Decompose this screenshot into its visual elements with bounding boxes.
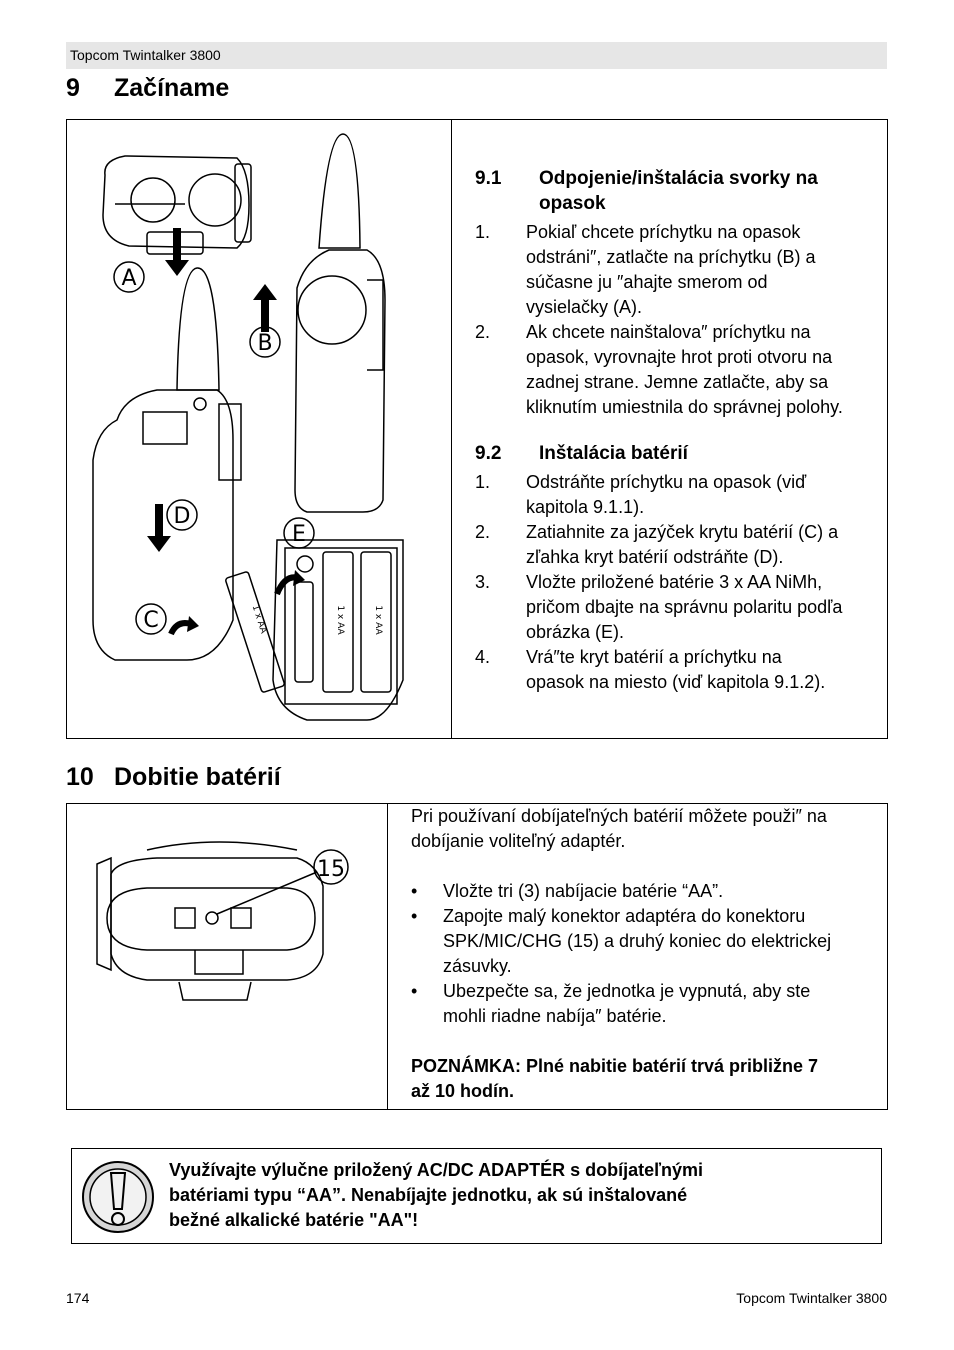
list-item — [475, 570, 885, 645]
text-line: Ubezpečte sa, že jednotka je vypnutá, aby ste — [443, 981, 811, 1001]
list-item — [475, 470, 885, 520]
running-header — [66, 42, 887, 69]
step-line: zadnej strane. Jemne zatlačte, aby sa — [526, 372, 829, 392]
label-d: D — [173, 504, 191, 529]
text-line: Zapojte malý konektor adaptéra do konektoru — [443, 906, 806, 926]
bullet-list — [411, 879, 883, 1029]
text-line: SPK/MIC/CHG (15) a druhý koniec do elektrickej — [443, 931, 832, 951]
step-line: odstráni″, zatlačte na príchytku (B) a — [526, 247, 816, 267]
step-line: obrázka (E). — [526, 622, 625, 642]
charger-connector-figure — [67, 804, 387, 1109]
battery-label: 1 x AA — [335, 605, 345, 635]
subsection-number: 9.2 — [475, 443, 502, 464]
label-a: A — [121, 266, 137, 291]
section-9-number: 9 — [66, 74, 80, 102]
intro-paragraph — [411, 804, 883, 854]
step-line: Ak chcete nainštalova″ príchytku na — [526, 322, 811, 342]
section-9-table — [66, 119, 888, 739]
text-line: mohli riadne nabíja″ batérie. — [443, 1006, 667, 1026]
label-15: 15 — [317, 857, 345, 882]
text-line: až 10 hodín. — [411, 1081, 515, 1101]
step-line: súčasne ju ″ahajte smerom od — [526, 272, 768, 292]
section-10-number: 10 — [66, 763, 94, 791]
battery-label: 1 x AA — [373, 605, 383, 635]
subsection-9-1-heading — [475, 166, 885, 216]
step-number: 1. — [475, 222, 491, 242]
list-item — [475, 220, 885, 320]
list-item — [411, 979, 883, 1029]
battery-label: 1 x AA — [249, 603, 269, 635]
step-line: Zatiahnite za jazýček krytu batérií (C) a — [526, 522, 839, 542]
step-line: kliknutím umiestnila do správnej polohy. — [526, 397, 843, 417]
subsection-number: 9.1 — [475, 168, 502, 189]
step-line: opasok, vyrovnajte hrot proti otvoru na — [526, 347, 833, 367]
section-9-title: Začíname — [114, 74, 230, 102]
step-number: 1. — [475, 472, 491, 492]
list-item — [475, 320, 885, 420]
label-e: E — [292, 522, 306, 547]
walkie-talkie-battery-figure — [67, 120, 451, 738]
step-line: pričom dbajte na správnu polaritu podľa — [526, 597, 843, 617]
step-line: Vložte priložené batérie 3 x AA NiMh, — [526, 572, 823, 592]
warning-box — [71, 1148, 882, 1244]
step-line: opasok na miesto (viď kapitola 9.1.2). — [526, 672, 826, 692]
subsection-title-line: Odpojenie/inštalácia svorky na — [539, 168, 818, 189]
bullet-icon: • — [411, 881, 418, 901]
text-line: zásuvky. — [443, 956, 512, 976]
subsection-title-line: opasok — [539, 193, 606, 214]
bullet-icon: • — [411, 906, 418, 926]
step-line: Vrá″te kryt batérií a príchytku na — [526, 647, 782, 667]
note-paragraph — [411, 1054, 883, 1104]
step-number: 2. — [475, 322, 491, 342]
text-line: Využívajte výlučne priložený AC/DC ADAPTÉR s dobíjateľnými — [169, 1160, 704, 1180]
step-number: 4. — [475, 647, 491, 667]
warning-text — [169, 1158, 703, 1233]
table-divider — [387, 804, 388, 1109]
section-9-text — [475, 166, 885, 695]
subsection-title — [539, 166, 818, 216]
bullet-icon: • — [411, 981, 418, 1001]
text-line: dobíjanie voliteľný adaptér. — [411, 831, 626, 851]
section-9-heading — [66, 74, 229, 103]
step-line: zľahka kryt batérií odstráňte (D). — [526, 547, 784, 567]
list-item — [411, 879, 883, 904]
section-10-text — [411, 804, 883, 1104]
text-line: Vložte tri (3) nabíjacie batérie “AA”. — [443, 881, 724, 901]
step-line: vysielačky (A). — [526, 297, 643, 317]
list-item — [411, 904, 883, 979]
section-10-heading — [66, 763, 281, 792]
text-line: POZNÁMKA: Plné nabitie batérií trvá približne 7 — [411, 1056, 819, 1076]
section-10-title: Dobitie batérií — [114, 763, 281, 791]
subsection-title: Inštalácia batérií — [539, 443, 688, 464]
text-line: Pri používaní dobíjateľných batérií môžete použi″ na — [411, 806, 827, 826]
text-line: batériami typu “AA”. Nenabíjajte jednotku, ak sú inštalované — [169, 1185, 688, 1205]
label-b: B — [257, 331, 273, 356]
step-number: 2. — [475, 522, 491, 542]
label-c: C — [143, 608, 159, 633]
step-line: Pokiaľ chcete príchytku na opasok — [526, 222, 801, 242]
steps-9-2 — [475, 470, 885, 695]
step-number: 3. — [475, 572, 491, 592]
text-line: bežné alkalické batérie "AA"! — [169, 1210, 419, 1230]
header-title: Topcom Twintalker 3800 — [70, 47, 221, 63]
section-10-table — [66, 803, 888, 1110]
footer-title: Topcom Twintalker 3800 — [736, 1290, 887, 1306]
subsection-9-2-heading — [475, 441, 885, 466]
table-divider — [451, 120, 452, 738]
page-number: 174 — [66, 1290, 90, 1306]
step-line: Odstráňte príchytku na opasok (viď — [526, 472, 807, 492]
exclamation-icon — [80, 1159, 156, 1235]
step-line: kapitola 9.1.1). — [526, 497, 645, 517]
list-item — [475, 645, 885, 695]
steps-9-1 — [475, 220, 885, 420]
list-item — [475, 520, 885, 570]
